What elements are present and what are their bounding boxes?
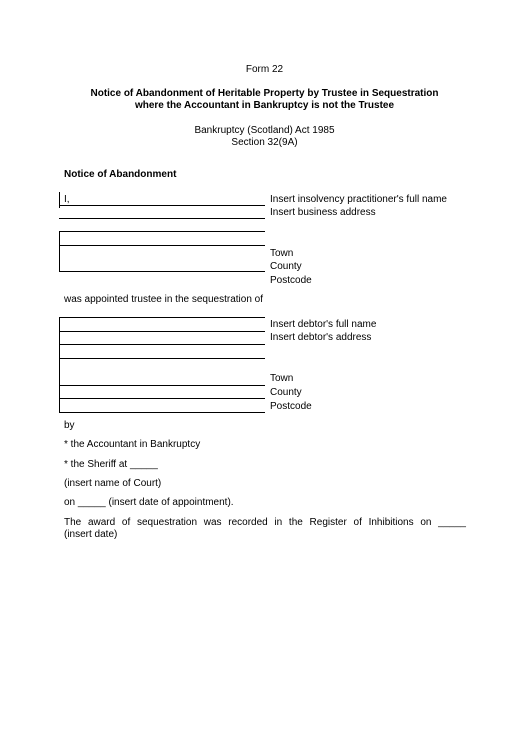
award-text-line-2: (insert date) — [64, 529, 118, 540]
field-border — [59, 245, 60, 271]
trustee-county-label: County — [270, 261, 302, 272]
trustee-town-label: Town — [270, 248, 294, 259]
debtor-postcode-label: Postcode — [270, 401, 312, 412]
debtor-address-field-2[interactable] — [59, 358, 265, 359]
trustee-address-field-2[interactable] — [59, 231, 265, 232]
court-name-text: (insert name of Court) — [64, 478, 162, 489]
award-text-line-1: The award of sequestration was recorded in the Register of Inhibitions on _____ — [64, 517, 466, 528]
section-ref: Section 32(9A) — [231, 137, 298, 148]
debtor-name-field[interactable] — [59, 331, 265, 332]
option-accountant: * the Accountant in Bankruptcy — [64, 439, 201, 450]
field-border — [59, 231, 60, 245]
title-line-1: Notice of Abandonment of Heritable Property by Trustee in Sequestration — [90, 88, 439, 99]
by-text: by — [64, 420, 75, 431]
first-line-prefix: I, — [64, 194, 70, 205]
notice-heading: Notice of Abandonment — [64, 169, 177, 180]
debtor-top-line — [59, 317, 265, 318]
debtor-town-field[interactable] — [59, 385, 265, 386]
appointed-text: was appointed trustee in the sequestration of — [64, 294, 264, 305]
trustee-postcode-label: Postcode — [270, 275, 312, 286]
trustee-name-label: Insert insolvency practitioner's full name — [270, 194, 447, 205]
debtor-postcode-field[interactable] — [59, 412, 265, 413]
act-name: Bankruptcy (Scotland) Act 1985 — [194, 125, 335, 136]
trustee-name-field[interactable] — [59, 205, 265, 206]
trustee-address-label: Insert business address — [270, 207, 376, 218]
trustee-address-field-1[interactable] — [59, 218, 265, 219]
debtor-name-label: Insert debtor's full name — [270, 319, 377, 330]
form-number: Form 22 — [245, 64, 284, 75]
debtor-address-label: Insert debtor's address — [270, 332, 372, 343]
title-line-2: where the Accountant in Bankruptcy is not the Trustee — [134, 100, 395, 111]
debtor-address-field-1[interactable] — [59, 344, 265, 345]
debtor-county-field[interactable] — [59, 398, 265, 399]
option-sheriff: * the Sheriff at _____ — [64, 459, 158, 470]
appointment-date-text: on _____ (insert date of appointment). — [64, 497, 234, 508]
debtor-county-label: County — [270, 387, 302, 398]
debtor-town-label: Town — [270, 373, 294, 384]
trustee-address-field-3[interactable] — [59, 245, 265, 246]
trustee-town-field[interactable] — [59, 271, 265, 272]
